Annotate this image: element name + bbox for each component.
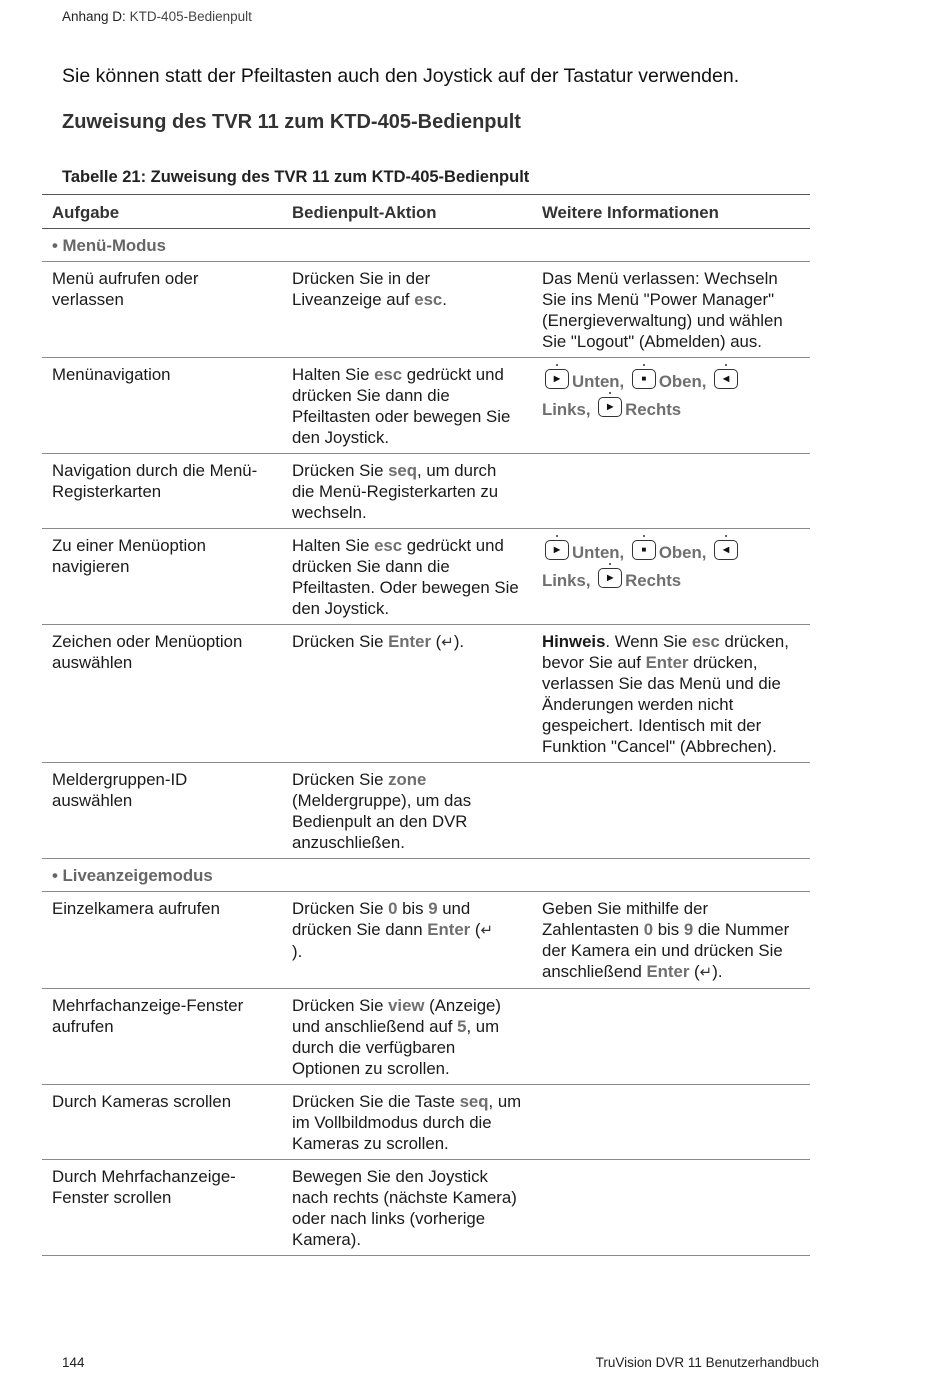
action-text: gedrückt und drücken Sie dann die Pfeiltasten. Oder bewegen Sie den Joystick.	[292, 536, 519, 618]
arrow-up-key-icon: ■	[632, 540, 656, 560]
column-header-info: Weitere Informationen	[542, 203, 719, 222]
task-cell: Durch Kameras scrollen	[52, 1092, 232, 1111]
info-text: bis	[653, 920, 684, 939]
table-row	[42, 625, 810, 763]
action-text: Drücken Sie	[292, 461, 389, 480]
task-cell: Durch Mehrfachanzeige-Fenster scrollen	[52, 1167, 236, 1207]
action-text: Halten Sie	[292, 536, 375, 555]
info-cell	[532, 989, 810, 1084]
action-text: , um durch die verfügbaren Optionen zu scrollen.	[292, 1017, 500, 1078]
running-header	[62, 9, 252, 24]
info-cell	[532, 1085, 810, 1159]
action-text: Halten Sie	[292, 365, 375, 384]
table-row	[42, 989, 810, 1085]
action-text: .	[442, 290, 447, 309]
action-cell	[282, 625, 532, 762]
action-cell	[282, 358, 532, 453]
table-row	[42, 262, 810, 358]
task-cell: Mehrfachanzeige-Fenster aufrufen	[52, 996, 244, 1036]
action-cell	[282, 262, 532, 357]
action-text: (	[430, 632, 442, 651]
note-label: Hinweis	[542, 632, 606, 651]
task-cell: Menü aufrufen oder verlassen	[52, 269, 199, 309]
key-name: esc	[691, 632, 720, 651]
action-text: ).	[453, 632, 465, 651]
info-cell: Das Menü verlassen: Wechseln Sie ins Menü "Power Manager" (Energieverwaltung) und wählen Sie "Logout" (Abmelden) aus.	[542, 269, 783, 351]
action-text: Drücken Sie	[292, 996, 389, 1015]
key-name: view	[388, 996, 425, 1015]
table-row	[42, 892, 810, 989]
arrow-label-right: Rechts	[625, 571, 682, 590]
arrow-label-down: Unten	[572, 543, 620, 562]
table-row	[42, 1160, 810, 1256]
action-cell	[282, 1085, 532, 1159]
action-cell	[282, 454, 532, 528]
action-cell	[282, 529, 532, 624]
info-text: . Wenn Sie	[605, 632, 692, 651]
info-cell-arrow-keys: ▶ Unten, ■ Oben, ◀ Links, ▶ Rechts	[532, 358, 810, 453]
page-number: 144	[62, 1355, 85, 1370]
enter-key-icon: ↵	[480, 921, 494, 939]
key-name: esc	[374, 365, 403, 384]
info-text: ).	[712, 962, 723, 981]
key-name: 9	[428, 899, 438, 918]
action-text: , um im Vollbildmodus durch die Kameras zu scrollen.	[292, 1092, 522, 1153]
arrow-down-key-icon: ▶	[545, 369, 569, 389]
section-row-menu-mode	[42, 229, 810, 262]
key-name: esc	[414, 290, 443, 309]
key-name: 0	[643, 920, 654, 939]
info-text: drücken, bevor Sie auf	[542, 632, 789, 672]
action-cell	[282, 989, 532, 1084]
key-name: Enter	[645, 653, 689, 672]
action-cell: Bewegen Sie den Joystick nach rechts (nächste Kamera) oder nach links (vorherige Kamera).	[292, 1167, 517, 1249]
action-text: Drücken Sie	[292, 632, 389, 651]
info-cell-arrow-keys: ▶ Unten, ■ Oben, ◀ Links, ▶ Rechts	[532, 529, 810, 624]
action-cell	[282, 892, 532, 988]
task-cell: Navigation durch die Menü-Registerkarten	[52, 461, 258, 501]
column-header-task: Aufgabe	[52, 203, 120, 222]
info-cell	[532, 763, 810, 858]
arrow-down-key-icon: ▶	[545, 540, 569, 560]
key-name: 5	[457, 1017, 467, 1036]
info-cell	[532, 1160, 810, 1255]
arrow-label-left: Links	[542, 400, 586, 419]
info-text: (	[689, 962, 700, 981]
table-row	[42, 529, 810, 625]
action-text: Drücken Sie die Taste	[292, 1092, 460, 1111]
table-row	[42, 454, 810, 529]
action-text: Drücken Sie	[292, 770, 389, 789]
arrow-label-up: Oben	[658, 372, 702, 391]
table-caption: Tabelle 21: Zuweisung des TVR 11 zum KTD-405-Bedienpult	[62, 168, 530, 186]
task-cell: Meldergruppen-ID auswählen	[52, 770, 188, 810]
arrow-label-left: Links	[542, 571, 586, 590]
arrow-right-key-icon: ▶	[598, 568, 622, 588]
arrow-right-key-icon: ▶	[598, 397, 622, 417]
column-header-action: Bedienpult-Aktion	[292, 203, 437, 222]
intro-paragraph: Sie können statt der Pfeiltasten auch den Joystick auf der Tastatur verwenden.	[62, 65, 740, 87]
arrow-label-down: Unten	[572, 372, 620, 391]
section-label: • Liveanzeigemodus	[52, 866, 213, 885]
action-text: und drücken Sie dann	[292, 899, 471, 939]
section-heading: Zuweisung des TVR 11 zum KTD-405-Bedienpult	[62, 111, 521, 133]
table-header-row	[42, 195, 810, 229]
task-cell: Zu einer Menüoption navigieren	[52, 536, 206, 576]
arrow-left-key-icon: ◀	[714, 540, 738, 560]
task-cell: Zeichen oder Menüoption auswählen	[52, 632, 243, 672]
action-text: (Anzeige) und anschließend auf	[292, 996, 501, 1036]
arrow-up-key-icon: ■	[632, 369, 656, 389]
table-row	[42, 763, 810, 859]
table-row	[42, 358, 810, 454]
arrow-label-right: Rechts	[625, 400, 682, 419]
info-text: Geben Sie mithilfe der Zahlentasten	[542, 899, 709, 939]
key-name: seq	[459, 1092, 489, 1111]
key-name: zone	[388, 770, 427, 789]
info-cell	[532, 454, 810, 528]
info-cell	[532, 892, 810, 988]
action-text: gedrückt und drücken Sie dann die Pfeiltasten oder bewegen Sie den Joystick.	[292, 365, 511, 447]
book-title: TruVision DVR 11 Benutzerhandbuch	[595, 1355, 819, 1370]
action-cell	[282, 763, 532, 858]
assignment-table	[42, 194, 810, 1256]
action-text: ).	[292, 942, 303, 961]
section-row-live-mode	[42, 859, 810, 892]
key-name: Enter	[388, 632, 431, 651]
key-name: 9	[683, 920, 694, 939]
action-text: Drücken Sie in der Liveanzeige auf	[292, 269, 431, 309]
info-text: die Nummer der Kamera ein und drücken Sie anschließend	[542, 920, 790, 981]
arrow-label-up: Oben	[658, 543, 702, 562]
enter-key-icon: ↵	[441, 633, 454, 651]
key-name: seq	[388, 461, 417, 480]
action-text: (	[470, 920, 481, 939]
enter-key-icon: ↵	[699, 963, 713, 981]
key-name: Enter	[646, 962, 690, 981]
header-prefix: Anhang D:	[62, 9, 126, 24]
info-cell	[532, 625, 810, 762]
info-text: drücken, verlassen Sie das Menü und die Änderungen werden nicht gespeichert. Identisch mit der Funktion "Cancel" (Abbrechen).	[542, 653, 781, 756]
action-text: Drücken Sie	[292, 899, 389, 918]
arrow-left-key-icon: ◀	[714, 369, 738, 389]
key-name: Enter	[427, 920, 471, 939]
key-name: 0	[388, 899, 398, 918]
key-name: esc	[374, 536, 403, 555]
table-row	[42, 1085, 810, 1160]
task-cell: Menünavigation	[52, 365, 171, 384]
action-text: bis	[397, 899, 429, 918]
action-text: (Meldergruppe), um das Bedienpult an den DVR anzuschließen.	[292, 791, 472, 852]
section-label: • Menü-Modus	[52, 236, 167, 255]
header-title: KTD-405-Bedienpult	[129, 9, 252, 24]
action-text: , um durch die Menü-Registerkarten zu wechseln.	[292, 461, 499, 522]
task-cell: Einzelkamera aufrufen	[52, 899, 220, 918]
